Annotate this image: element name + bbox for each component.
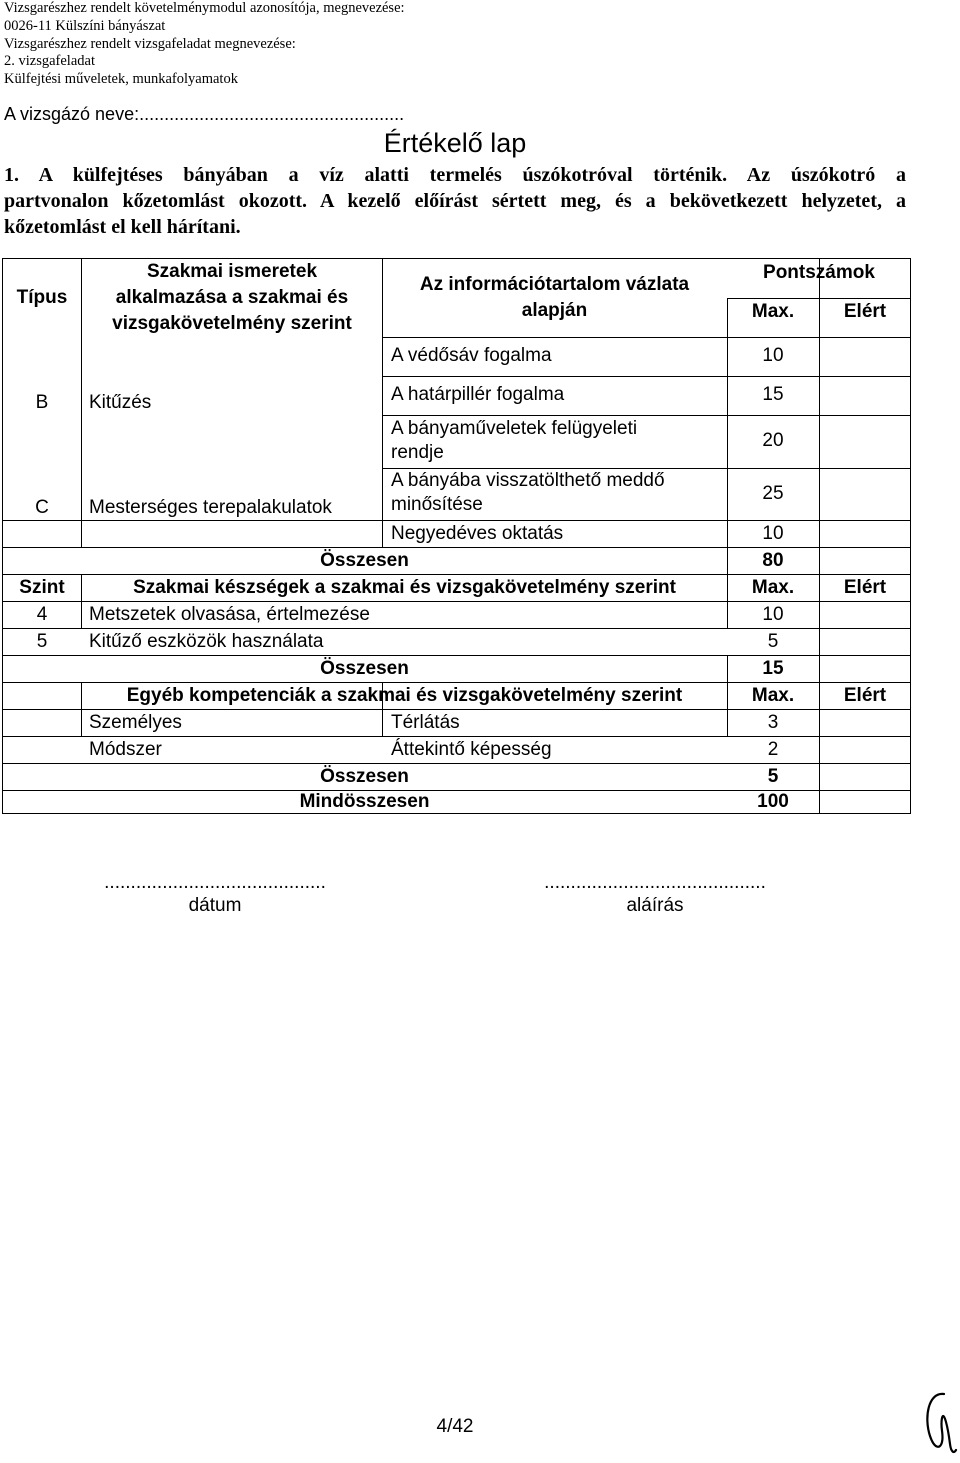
other-achieved-header: Elért: [843, 685, 887, 706]
skills-header: Szakmai készségek a szakmai és vizsgakövetelmény szerint: [133, 577, 676, 598]
header-outline-line: Az információtartalom vázlata: [419, 274, 690, 295]
task-number: 2. vizsgafeladat: [4, 53, 95, 70]
grand-total-value: 100: [757, 791, 789, 812]
item-max: 25: [762, 483, 784, 504]
handwritten-mark-icon: [918, 1388, 958, 1460]
skills-max-header: Max.: [751, 577, 795, 598]
other-category: Személyes: [89, 712, 182, 733]
item-label: A határpillér fogalma: [391, 384, 565, 405]
task-label: Vizsgarészhez rendelt vizsgafeladat megnevezése:: [4, 35, 296, 52]
item-label: [391, 469, 665, 517]
skill-label: Kitűző eszközök használata: [89, 631, 324, 652]
grand-total-label: Mindösszesen: [299, 791, 430, 812]
other-label: Térlátás: [391, 712, 460, 733]
header-max: Max.: [751, 301, 795, 322]
item-max: 15: [762, 384, 784, 405]
skill-level: 4: [36, 604, 48, 625]
header-outline-line: alapján: [521, 300, 588, 321]
group-label-b: Kitűzés: [89, 392, 152, 413]
module-name: 0026-11 Külszíni bányászat: [4, 17, 166, 34]
module-label: Vizsgarészhez rendelt követelménymodul azonosítója, megnevezése:: [4, 0, 405, 16]
header-knowledge: [82, 259, 382, 337]
task-line: kőzetomlást el kell hárítani.: [4, 216, 241, 238]
evaluation-table: [2, 258, 911, 814]
group-type-c: C: [35, 497, 49, 518]
candidate-name-field: A vizsgázó neve:.....................................................: [4, 104, 405, 124]
item-max: 10: [762, 345, 784, 366]
header-outline: [382, 272, 727, 324]
date-label: dátum: [188, 895, 242, 916]
date-line: ..........................................: [104, 872, 326, 893]
skills-achieved-header: Elért: [843, 577, 887, 598]
skill-level: 5: [36, 631, 48, 652]
item-label-line: rendje: [391, 442, 444, 463]
page-title: Értékelő lap: [383, 128, 527, 158]
other-max-header: Max.: [751, 685, 795, 706]
other-category: Módszer: [89, 739, 162, 760]
header-knowledge-line: alkalmazása a szakmai és: [115, 287, 349, 308]
item-label-line: A bányába visszatölthető meddő: [391, 470, 665, 491]
subtotal-label: Összesen: [320, 550, 409, 571]
document-header: [4, 0, 405, 89]
item-max: 20: [762, 430, 784, 451]
item-max: 10: [762, 523, 784, 544]
signature-label: aláírás: [626, 895, 684, 916]
subtotal-value: 80: [762, 550, 784, 571]
item-label: A védősáv fogalma: [391, 345, 552, 366]
skills-level-header: Szint: [19, 577, 65, 598]
item-label: [391, 417, 637, 465]
task-line: 1. A külfejtéses bányában a víz alatti termelés úszókotróval történik. Az úszókotró a: [4, 164, 906, 186]
header-knowledge-line: vizsgakövetelmény szerint: [112, 313, 352, 334]
other-label: Áttekintő képesség: [391, 739, 552, 760]
header-knowledge-line: Szakmai ismeretek: [146, 261, 318, 282]
skill-max: 5: [767, 631, 779, 652]
subtotal-value: 5: [767, 766, 779, 787]
task-line: partvonalon kőzetomlást okozott. A kezelő előírást sértett meg, és a bekövetkezett helyzetet, a: [4, 190, 906, 212]
item-label: Negyedéves oktatás: [391, 523, 564, 544]
page-number: 4/42: [436, 1416, 474, 1437]
signature-line: ..........................................: [544, 872, 766, 893]
header-points: Pontszámok: [763, 262, 875, 283]
group-type-b: B: [35, 392, 49, 413]
other-header: Egyéb kompetenciák a szakmai és vizsgakövetelmény szerint: [126, 685, 683, 706]
other-max: 2: [767, 739, 779, 760]
group-label-c: Mesterséges terepalakulatok: [89, 497, 332, 518]
subtotal-label: Összesen: [320, 658, 409, 679]
item-label-line: A bányaműveletek felügyeleti: [391, 418, 638, 439]
skill-max: 10: [762, 604, 784, 625]
subtotal-value: 15: [762, 658, 784, 679]
skill-label: Metszetek olvasása, értelmezése: [89, 604, 370, 625]
header-type: Típus: [16, 287, 68, 308]
header-achieved: Elért: [843, 301, 887, 322]
task-name: Külfejtési műveletek, munkafolyamatok: [4, 71, 238, 88]
task-description: [4, 162, 906, 240]
subtotal-label: Összesen: [320, 766, 409, 787]
other-max: 3: [767, 712, 779, 733]
item-label-line: minősítése: [391, 494, 483, 515]
